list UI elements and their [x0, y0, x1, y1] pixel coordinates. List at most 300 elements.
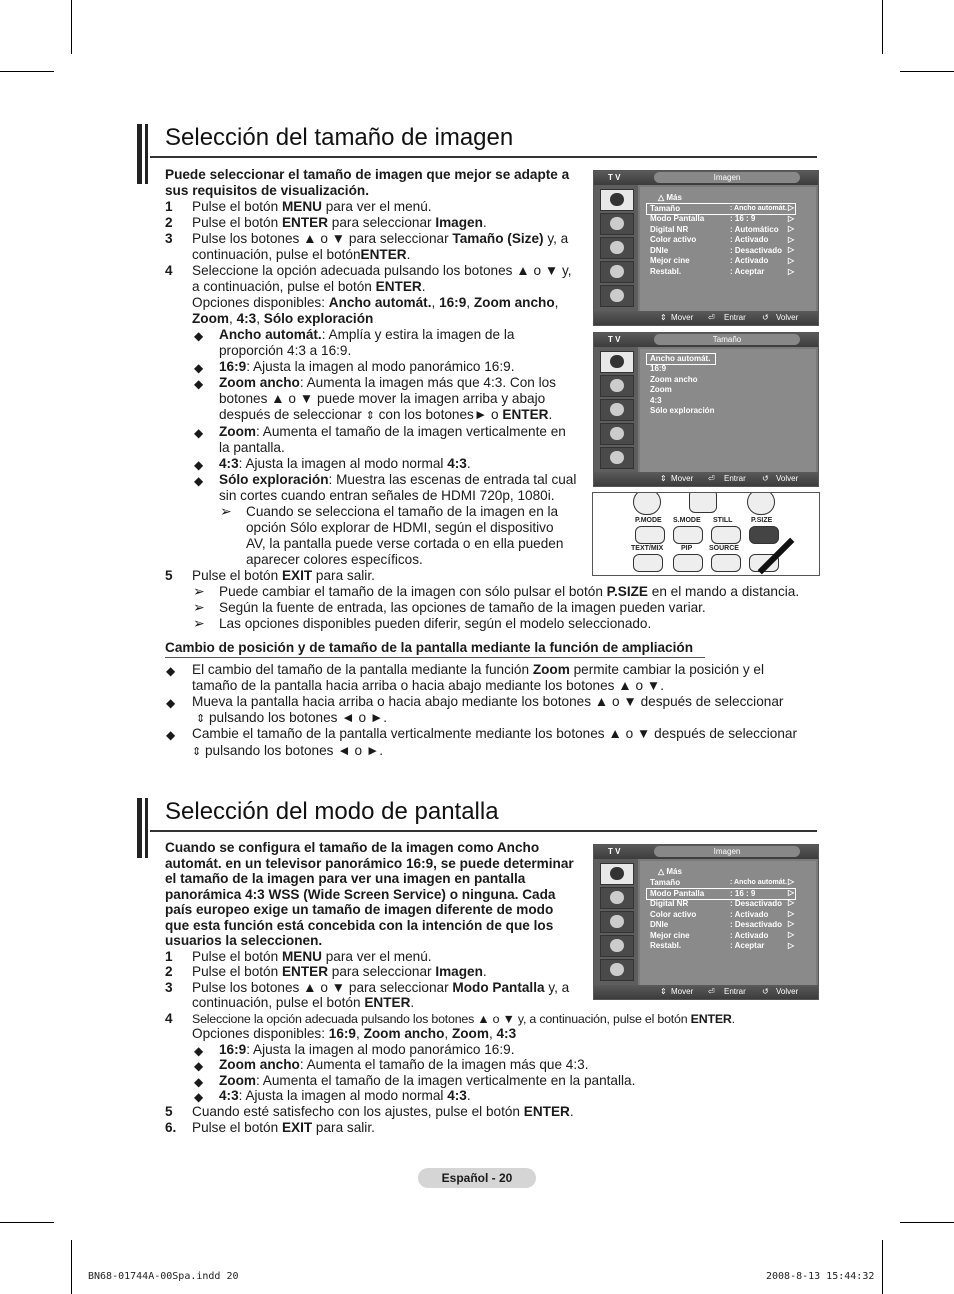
t: .: [410, 995, 415, 1010]
t: a continuación, pulse el botón: [192, 279, 376, 294]
t: .: [548, 407, 553, 422]
t: .: [482, 964, 487, 979]
osd-row-label[interactable]: DNIe: [650, 920, 669, 929]
note-arrow-icon: ➢: [193, 599, 205, 615]
step-text: [192, 1011, 735, 1027]
t: Sólo exploración: [219, 472, 329, 487]
crop-mark: [0, 71, 54, 72]
step-number: 1: [165, 949, 173, 964]
input-icon: [600, 447, 634, 469]
enter-icon: ⏎: [708, 987, 715, 996]
t: pulsando los botones ◄ o ►.: [201, 743, 384, 758]
osd-row-value: : 16 : 9: [730, 889, 756, 898]
t: Pulse el botón: [192, 949, 282, 964]
step-text: [192, 964, 487, 980]
diamond-bullet-icon: ◆: [194, 361, 204, 375]
step-text: Seleccione la opción adecuada pulsando los botones ▲ o ▼ y,: [192, 263, 572, 278]
t: Opciones disponibles:: [192, 1026, 329, 1041]
osd-row-label[interactable]: Tamaño: [650, 878, 681, 887]
crop-mark: [882, 0, 883, 54]
osd-row-value: : Automático: [730, 225, 779, 234]
diamond-bullet-icon: ◆: [194, 377, 204, 391]
t: : Aumenta el tamaño de la imagen verticalmente en: [256, 424, 566, 439]
move-icon: ⇕: [365, 410, 375, 422]
step-number: 1: [165, 199, 173, 214]
subsection-rule: [165, 657, 705, 658]
note-text: aparecer colores específicos.: [246, 552, 423, 567]
section-bar: [137, 798, 142, 858]
osd-row-value: : Activado: [730, 256, 769, 265]
section-title: Selección del modo de pantalla: [165, 798, 499, 825]
step-text: [192, 995, 414, 1011]
bullet-text: sin cortes cuando entran señales de HDMI 720p, 1080i.: [219, 488, 555, 503]
t: pulsando los botones ◄ o ►.: [205, 710, 388, 725]
osd-mover: Mover: [671, 474, 694, 483]
smode-button: [673, 526, 703, 544]
t: .: [466, 456, 471, 471]
step-number: 6.: [165, 1120, 177, 1135]
osd-volver: Volver: [776, 987, 799, 996]
setup-icon: [600, 423, 634, 445]
bullet-text: [219, 359, 514, 375]
remote-label: P.MODE: [635, 517, 662, 524]
osd-row-label[interactable]: Mejor cine: [650, 931, 690, 940]
channel-icon: [600, 399, 634, 421]
t: P.SIZE: [606, 584, 648, 599]
remote-label: P.SIZE: [751, 517, 773, 524]
t: ,: [256, 311, 264, 326]
t: y, a: [544, 980, 570, 995]
t: : Aumenta la imagen más que 4:3. Con los: [299, 375, 556, 390]
diamond-bullet-icon: ◆: [194, 458, 204, 472]
osd-row-label[interactable]: DNIe: [650, 246, 669, 255]
t: para seleccionar: [328, 215, 436, 230]
t: Modo Pantalla: [452, 980, 545, 995]
step-text: [192, 199, 432, 215]
t: ,: [488, 1026, 497, 1041]
t: para ver el menú.: [321, 199, 432, 214]
t: : Aumenta el tamaño de la imagen verticalmente en la pantalla.: [256, 1073, 636, 1088]
footer-date: 2008-8-13 15:44:32: [766, 1271, 875, 1282]
osd-menu-tamano: [593, 332, 819, 487]
t: Zoom: [219, 1073, 256, 1088]
t: ,: [466, 295, 474, 310]
osd-tv-label: T V: [608, 847, 621, 856]
step-number: 3: [165, 231, 173, 246]
diamond-bullet-icon: ◆: [166, 728, 176, 742]
move-icon: ⇕: [660, 474, 667, 483]
bullet-text: botones ▲ o ▼ puede mover la imagen arriba y abajo: [219, 391, 546, 406]
t: ENTER: [364, 995, 411, 1010]
return-button-icon: [633, 492, 661, 515]
sound-icon: [600, 213, 634, 235]
note-arrow-icon: ➢: [220, 503, 232, 519]
t: Pulse el botón: [192, 964, 282, 979]
t: en el mando a distancia.: [647, 584, 800, 599]
t: : Ajusta la imagen al modo normal: [238, 1088, 448, 1103]
diamond-bullet-icon: ◆: [194, 1059, 204, 1073]
diamond-bullet-icon: ◆: [194, 1090, 204, 1104]
osd-option[interactable]: Ancho automát.: [650, 354, 711, 363]
t: después de seleccionar: [219, 407, 366, 422]
input-icon: [600, 959, 634, 981]
osd-mover: Mover: [671, 987, 694, 996]
t: : Ajusta la imagen al modo panorámico 16:9.: [246, 359, 515, 374]
t: Puede cambiar el tamaño de la imagen con sólo pulsar el botón: [219, 584, 607, 599]
osd-title: Tamaño: [654, 334, 800, 345]
t: : Aumenta el tamaño de la imagen más que 4:3.: [299, 1057, 589, 1072]
section-bar: [137, 124, 142, 184]
page-number-badge: Español - 20: [418, 1168, 536, 1188]
bullet-text: la pantalla.: [219, 440, 285, 455]
t: 4:3: [447, 1088, 467, 1103]
input-icon: [600, 285, 634, 307]
t: ,: [431, 295, 440, 310]
osd-volver: Volver: [776, 474, 799, 483]
osd-tv-label: T V: [608, 173, 621, 182]
note-arrow-icon: ➢: [193, 615, 205, 631]
osd-row-value: : Activado: [730, 235, 769, 244]
move-icon: ⇕: [196, 713, 206, 725]
step-number: 4: [165, 1011, 173, 1026]
intro-text: país europeo exige un tamaño de imagen diferente de modo: [165, 902, 554, 917]
osd-row-label[interactable]: Restabl.: [650, 941, 682, 950]
osd-more: △ Más: [658, 867, 682, 876]
diamond-bullet-icon: ◆: [166, 696, 176, 710]
osd-row-value: : Activado: [730, 910, 769, 919]
note-text: Cuando se selecciona el tamaño de la imagen en la: [246, 504, 559, 519]
note-text: Según la fuente de entrada, las opciones de tamaño de la imagen pueden variar.: [219, 600, 706, 615]
step-text: [192, 1026, 516, 1042]
step-number: 3: [165, 980, 173, 995]
t: : Ajusta la imagen al modo normal: [238, 456, 448, 471]
step-text: [192, 215, 487, 231]
t: ENTER: [281, 964, 329, 979]
still-button: [711, 526, 741, 544]
note-text: [219, 584, 799, 600]
t: ENTER: [360, 247, 407, 262]
bullet-text: [219, 1057, 588, 1073]
remote-label: S.MODE: [673, 517, 701, 524]
bullet-text: [192, 743, 383, 760]
t: ,: [554, 295, 559, 310]
t: Pulse el botón: [192, 199, 282, 214]
osd-option[interactable]: 4:3: [650, 396, 662, 405]
info-button-icon: [689, 492, 717, 513]
diamond-bullet-icon: ◆: [194, 1044, 204, 1058]
bullet-text: [219, 472, 576, 488]
bullet-text: [219, 1073, 635, 1089]
bullet-text: [219, 424, 566, 440]
move-icon: ⇕: [660, 987, 667, 996]
t: Cuando esté satisfecho con los ajustes, pulse el botón: [192, 1104, 524, 1119]
sound-icon: [600, 375, 634, 397]
osd-row-value: : Aceptar: [730, 941, 765, 950]
enter-icon: ⏎: [708, 474, 715, 483]
intro-text: Cuando se configura el tamaño de la imagen como Ancho: [165, 840, 540, 855]
note-text: AV, la pantalla puede verse cortada o en ella pueden: [246, 536, 564, 551]
osd-arrow-icon: ▷ ▷ ▷ ▷ ▷ ▷ ▷: [788, 203, 795, 276]
bullet-text: tamaño de la pantalla hacia arriba o hacia abajo mediante los botones ▲ o ▼.: [192, 678, 665, 693]
bullet-text: [219, 456, 471, 472]
diamond-bullet-icon: ◆: [194, 329, 204, 343]
t: Imagen: [435, 215, 483, 230]
intro-text: Puede seleccionar el tamaño de imagen que mejor se adapte a: [165, 167, 570, 182]
osd-option[interactable]: Zoom: [650, 385, 672, 394]
t: : Muestra las escenas de entrada tal cual: [328, 472, 577, 487]
osd-row-value: : 16 : 9: [730, 214, 756, 223]
crop-mark: [0, 1222, 54, 1223]
picture-icon: [600, 189, 634, 211]
t: Ancho automát.: [219, 327, 322, 342]
t: ENTER: [690, 1012, 732, 1026]
bullet-text: [219, 375, 556, 391]
t: .: [466, 1088, 471, 1103]
t: Zoom: [451, 1026, 489, 1041]
t: Zoom ancho: [219, 1057, 300, 1072]
osd-more: △ Más: [658, 193, 682, 202]
osd-row-value: : Aceptar: [730, 267, 765, 276]
t: Pulse el botón: [192, 1120, 282, 1135]
step-number: 4: [165, 263, 173, 278]
osd-row-label[interactable]: Mejor cine: [650, 256, 690, 265]
osd-arrow-icon: ▷ ▷ ▷ ▷ ▷ ▷ ▷: [788, 877, 795, 950]
note-text: Las opciones disponibles pueden diferir, según el modelo seleccionado.: [219, 616, 652, 631]
osd-footer: [594, 985, 818, 999]
t: 16:9: [439, 295, 467, 310]
osd-sidebar: [594, 347, 638, 472]
intro-text: sus requisitos de visualización.: [165, 183, 369, 198]
osd-option[interactable]: Sólo exploración: [650, 406, 715, 415]
osd-row-value: : Desactivado: [730, 920, 783, 929]
t: para salir.: [312, 1120, 375, 1135]
picture-icon: [600, 863, 634, 885]
pmode-button: [635, 526, 665, 544]
intro-text: el tamaño de la imagen para ver una imagen en pantalla: [165, 871, 526, 886]
crop-mark: [71, 0, 72, 54]
psize-button: [749, 526, 779, 544]
remote-label: STILL: [713, 517, 733, 524]
picture-icon: [600, 351, 634, 373]
step-text: [192, 295, 558, 311]
osd-row-label[interactable]: Digital NR: [650, 899, 689, 908]
osd-option[interactable]: 16:9: [650, 364, 667, 373]
remote-label: PIP: [681, 545, 693, 552]
osd-row-value: : Desactivado: [730, 899, 783, 908]
t: Zoom: [192, 311, 229, 326]
osd-volver: Volver: [776, 313, 799, 322]
t: .: [569, 1104, 574, 1119]
t: 4:3: [447, 456, 467, 471]
subsection-title: Cambio de posición y de tamaño de la pantalla mediante la función de ampliación: [165, 640, 693, 655]
osd-row-label[interactable]: Restabl.: [650, 267, 682, 276]
footer-file: BN68-01744A-00Spa.indd 20: [88, 1271, 239, 1282]
t: .: [731, 1012, 735, 1026]
t: para salir.: [312, 568, 375, 583]
osd-row-label[interactable]: Digital NR: [650, 225, 689, 234]
section-bar: [145, 798, 148, 858]
bullet-text: proporción 4:3 a 16:9.: [219, 343, 352, 358]
crop-mark: [71, 1240, 72, 1294]
section-title: Selección del tamaño de imagen: [165, 124, 514, 151]
t: 16:9: [328, 1026, 356, 1041]
t: .: [406, 247, 411, 262]
osd-sidebar: [594, 185, 638, 311]
step-number: 2: [165, 215, 173, 230]
t: Imagen: [435, 964, 483, 979]
t: ,: [356, 1026, 364, 1041]
textmix-button: [633, 554, 663, 572]
t: 16:9: [219, 359, 247, 374]
t: 4:3: [219, 456, 239, 471]
osd-main: [640, 349, 816, 472]
t: continuación, pulse el botón: [192, 995, 365, 1010]
move-icon: ⇕: [660, 313, 667, 322]
source-button: [711, 554, 741, 572]
bullet-text: Mueva la pantalla hacia arriba o hacia abajo mediante los botones ▲ o ▼ después de seleccionar: [192, 694, 784, 709]
t: Zoom: [219, 424, 256, 439]
setup-icon: [600, 935, 634, 957]
t: ENTER: [502, 407, 549, 422]
t: 4:3: [496, 1026, 517, 1041]
note-text: opción Sólo explorar de HDMI, según el dispositivo: [246, 520, 554, 535]
osd-footer: [594, 311, 818, 325]
t: Zoom ancho: [219, 375, 300, 390]
t: ,: [444, 1026, 452, 1041]
osd-sidebar: [594, 859, 638, 985]
title-rule: [150, 156, 817, 158]
osd-title: Imagen: [654, 172, 800, 183]
channel-icon: [600, 237, 634, 259]
t: ENTER: [523, 1104, 570, 1119]
t: ENTER: [375, 279, 422, 294]
bullet-text: [219, 1088, 471, 1104]
t: Opciones disponibles:: [192, 295, 329, 310]
t: ENTER: [281, 215, 329, 230]
step-text: [192, 279, 426, 295]
osd-menu-imagen: [593, 170, 819, 326]
osd-tv-label: T V: [608, 335, 621, 344]
title-rule: [150, 830, 817, 832]
osd-title: Imagen: [654, 846, 800, 857]
osd-footer: [594, 472, 818, 486]
diamond-bullet-icon: ◆: [194, 474, 204, 488]
intro-text: que esta función está concebida con la intención de que los: [165, 918, 554, 933]
bullet-text: [219, 1042, 514, 1058]
crop-mark: [900, 71, 954, 72]
osd-main: [640, 187, 816, 311]
remote-label: TEXT/MIX: [631, 545, 664, 552]
osd-row-label[interactable]: Color activo: [650, 235, 697, 244]
osd-header: [594, 845, 818, 859]
return-icon: ↺: [762, 474, 769, 483]
bullet-text: [219, 327, 514, 343]
bullet-text: [192, 662, 764, 678]
step-text: [192, 949, 432, 965]
t: 16:9: [219, 1042, 247, 1057]
osd-header: [594, 171, 818, 185]
step-text: [192, 231, 568, 247]
t: con los botones► o: [374, 407, 503, 422]
osd-row-value: : Desactivado: [730, 246, 783, 255]
t: MENU: [281, 199, 322, 214]
t: : Amplía y estira la imagen de la: [321, 327, 515, 342]
remote-control-illustration: [592, 492, 820, 576]
intro-text: automát. en un televisor panorámico 16:9, se puede determinar: [165, 856, 574, 871]
t: Zoom: [532, 662, 570, 677]
t: Tamaño (Size): [452, 231, 544, 246]
bullet-text: [192, 710, 387, 727]
t: MENU: [281, 949, 322, 964]
t: EXIT: [281, 1120, 313, 1135]
enter-icon: ⏎: [708, 313, 715, 322]
t: para ver el menú.: [321, 949, 432, 964]
osd-entrar: Entrar: [724, 987, 746, 996]
osd-row-label[interactable]: Tamaño: [650, 204, 681, 213]
osd-main: [640, 861, 816, 985]
t: Pulse los botones ▲ o ▼ para seleccionar: [192, 980, 453, 995]
crop-mark: [882, 1240, 883, 1294]
osd-row-label[interactable]: Modo Pantalla: [650, 214, 705, 223]
osd-header: [594, 333, 818, 347]
osd-row-value: : Ancho automát.: [730, 879, 787, 886]
t: Ancho automát.: [328, 295, 432, 310]
sound-icon: [600, 887, 634, 909]
note-arrow-icon: ➢: [193, 583, 205, 599]
t: 4:3: [236, 311, 257, 326]
t: EXIT: [281, 568, 313, 583]
osd-option[interactable]: Zoom ancho: [650, 375, 698, 384]
step-text: [192, 568, 375, 584]
t: permite cambiar la posición y el: [569, 662, 764, 677]
t: continuación, pulse el botón: [192, 247, 361, 262]
osd-row-label[interactable]: Modo Pantalla: [650, 889, 705, 898]
t: Pulse los botones ▲ o ▼ para seleccionar: [192, 231, 453, 246]
t: : Ajusta la imagen al modo panorámico 16:9.: [246, 1042, 515, 1057]
osd-row-label[interactable]: Color activo: [650, 910, 697, 919]
intro-text: panorámica 4:3 WSS (Wide Screen Service) o ninguna. Cada: [165, 887, 556, 902]
channel-icon: [600, 911, 634, 933]
t: Seleccione la opción adecuada pulsando los botones ▲ o ▼ y, a continuación, pulse el botón: [192, 1012, 691, 1026]
step-text: [192, 980, 569, 996]
t: 4:3: [219, 1088, 239, 1103]
step-text: [192, 311, 373, 327]
step-text: [192, 247, 410, 263]
intro-text: usuarios la seleccionen.: [165, 933, 323, 948]
t: .: [482, 215, 487, 230]
crop-mark: [900, 1222, 954, 1223]
remote-label: SOURCE: [709, 545, 739, 552]
t: Zoom ancho: [363, 1026, 445, 1041]
step-number: 5: [165, 568, 173, 583]
zoom-icon: ⇕: [192, 746, 202, 758]
exit-button-icon: [747, 492, 775, 515]
pip-button: [673, 554, 703, 572]
osd-menu-imagen-modo: [593, 844, 819, 1000]
t: Zoom ancho: [473, 295, 555, 310]
step-number: 5: [165, 1104, 173, 1119]
diamond-bullet-icon: ◆: [194, 1075, 204, 1089]
diamond-bullet-icon: ◆: [194, 426, 204, 440]
return-icon: ↺: [762, 987, 769, 996]
step-text: [192, 1104, 574, 1120]
diamond-bullet-icon: ◆: [166, 664, 176, 678]
osd-row-value: : Activado: [730, 931, 769, 940]
osd-entrar: Entrar: [724, 313, 746, 322]
step-text: [192, 1120, 375, 1136]
t: Sólo exploración: [263, 311, 374, 326]
osd-mover: Mover: [671, 313, 694, 322]
